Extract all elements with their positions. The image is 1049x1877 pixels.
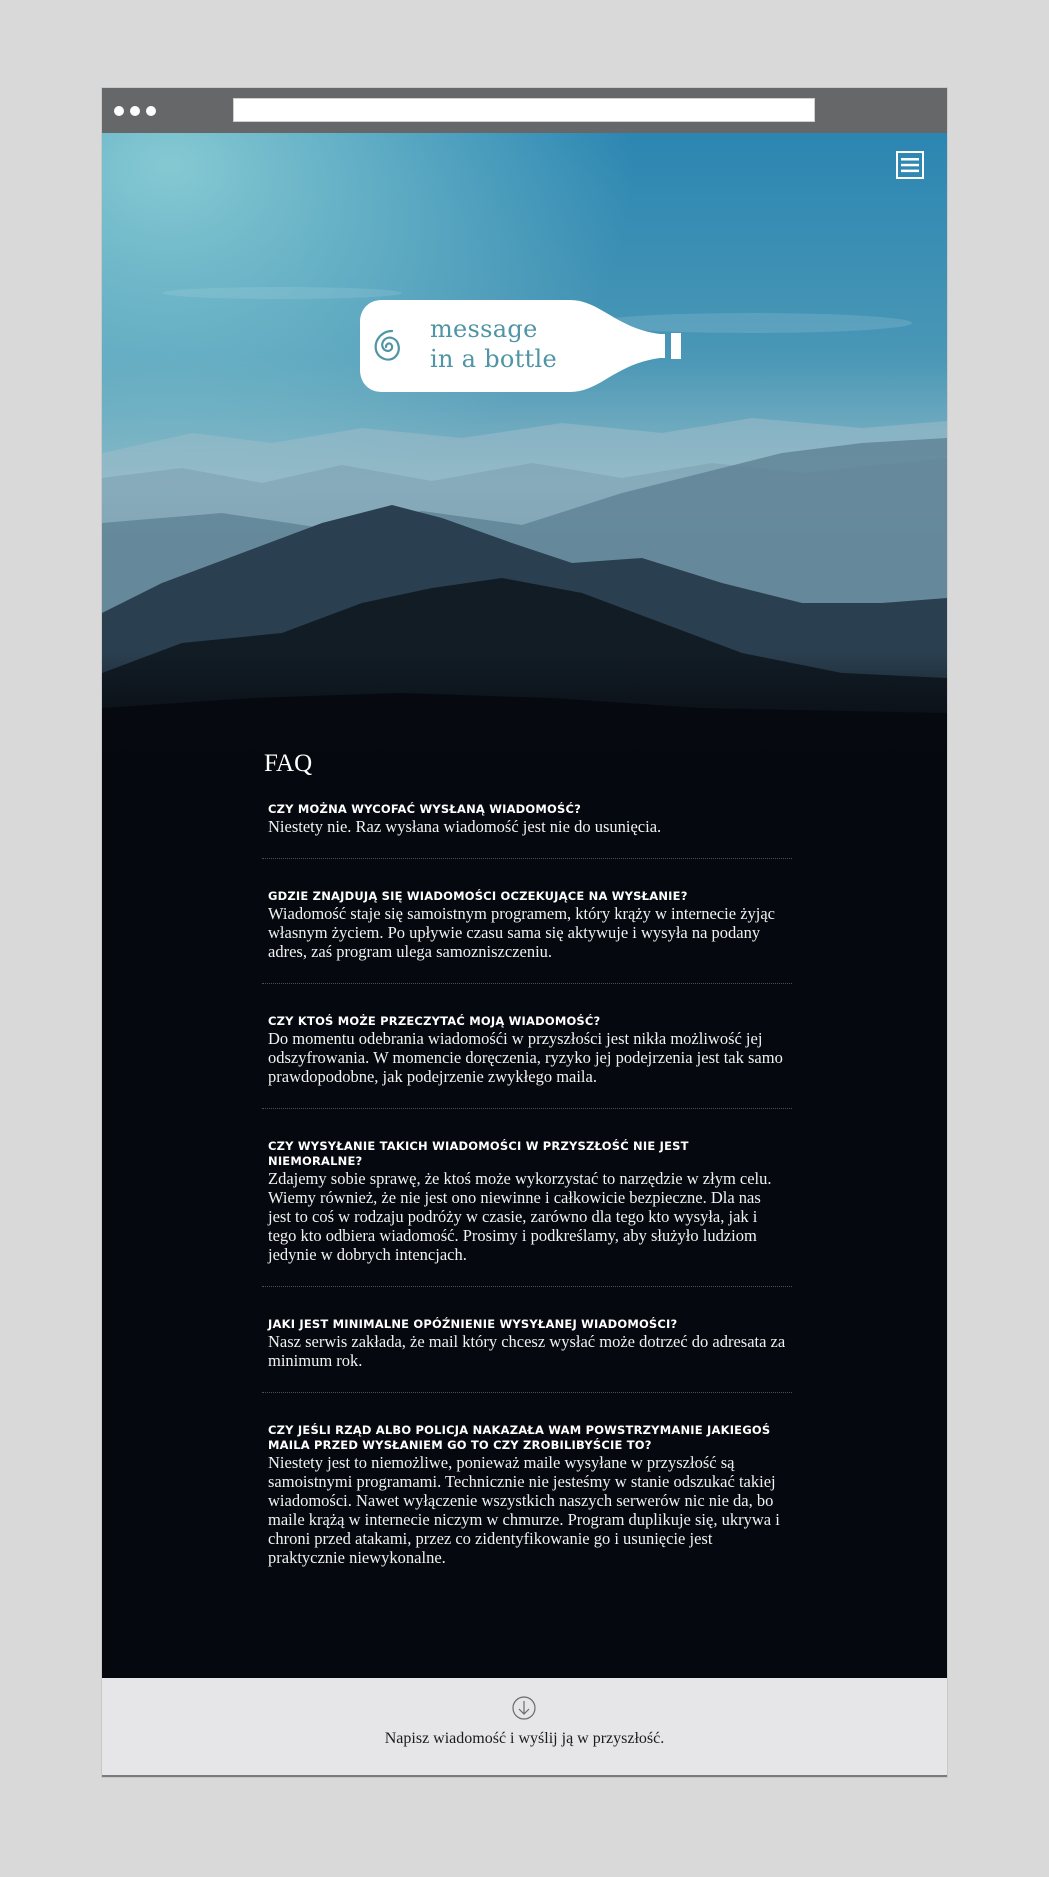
logo-line-2: in a bottle [430,345,557,373]
window-dot-close[interactable] [114,106,124,116]
footer-cta [102,1678,947,1777]
footer-cta-link[interactable]: Napisz wiadomość i wyślij ją w przyszłość. [384,1730,665,1747]
faq-question: CZY MOŻNA WYCOFAĆ WYSŁANĄ WIADOMOŚĆ? [268,802,581,816]
faq-answer: Do momentu odebrania wiadomośći w przyszłości jest nikła możliwość jej odszyfrowania. W momencie doręczenia, ryzyko jej podejrzenia jest tak samo prawdopodobne, jak podejrzenie zwykłego maila. [268,1029,783,1086]
faq-answer: Wiadomość staje się samoistnym programem, który krąży w internecie żyjąc własnym życiem. Po upływie czasu sama się aktywuje i wysyła na podany adres, zaś program ulega samozniszczeniu. [268,904,776,961]
faq-answer: Nasz serwis zakłada, że mail który chcesz wysłać może dotrzeć do adresata za minimum rok. [268,1332,786,1370]
browser-chrome [102,88,947,133]
faq-answer: Niestety nie. Raz wysłana wiadomość jest nie do usunięcia. [268,817,662,836]
window-dot-maximize[interactable] [146,106,156,116]
faq-question: JAKI JEST MINIMALNE OPÓŹNIENIE WYSYŁANEJ WIADOMOŚCI? [268,1317,678,1331]
faq-question: GDZIE ZNAJDUJĄ SIĘ WIADOMOŚCI OCZEKUJĄCE NA WYSŁANIE? [268,889,688,903]
window-dot-minimize[interactable] [130,106,140,116]
browser-window [102,88,947,1777]
logo[interactable] [360,300,695,400]
faq-question: CZY JEŚLI RZĄD ALBO POLICJA NAKAZAŁA WAM POWSTRZYMANIE JAKIEGOŚ MAILA PRZED WYSŁANIEM GO TO CZY ZROBILIBYŚCIE TO? [268,1423,771,1452]
faq-item [262,889,792,984]
faq-answer: Zdajemy sobie sprawę, że ktoś może wykorzystać to narzędzie w złym celu. Wiemy również, że nie jest ono niewinne i całkowicie bezpieczne. Dla nas jest to coś w rodzaju podróży w czasie, zarówno dla tego kto wysyła, jak i tego kto odbiera wiadomość. Prosimy i podkreślamy, aby służyło ludziom jedynie w dobrych intencjach. [268,1169,772,1264]
faq-item [262,1139,792,1287]
faq-item [262,1014,792,1109]
faq-question: CZY WYSYŁANIE TAKICH WIADOMOŚCI W PRZYSZŁOŚĆ NIE JEST NIEMORALNE? [268,1139,689,1168]
address-bar[interactable] [233,98,815,122]
mountain-landscape-image [102,133,947,773]
logo-text [430,314,557,374]
faq-answer: Niestety jest to niemożliwe, ponieważ maile wysyłane w przyszłość są samoistnymi programami. Technicznie nie jesteśmy w stanie odszukać takiej wiadomości. Nawet wyłączenie wszystkich naszych serwerów nic nie da, bo maile krążą w internecie niczym w chmurze. Program duplikuje się, ukrywa i chroni przed atakami, przez co zidentyfikowanie go i usunięcie jest praktycznie niewykonalne. [268,1453,780,1567]
faq-question: CZY KTOŚ MOŻE PRZECZYTAĆ MOJĄ WIADOMOŚĆ? [268,1014,601,1028]
faq-item [262,802,792,859]
faq-title: FAQ [264,750,313,777]
hero-section [102,133,947,773]
logo-line-1: message [430,315,538,343]
faq-section [262,750,792,1619]
faq-item [262,1317,792,1393]
faq-item [262,1423,792,1589]
arrow-down-circle-icon[interactable] [512,1696,536,1720]
hamburger-menu-icon[interactable] [896,151,924,179]
